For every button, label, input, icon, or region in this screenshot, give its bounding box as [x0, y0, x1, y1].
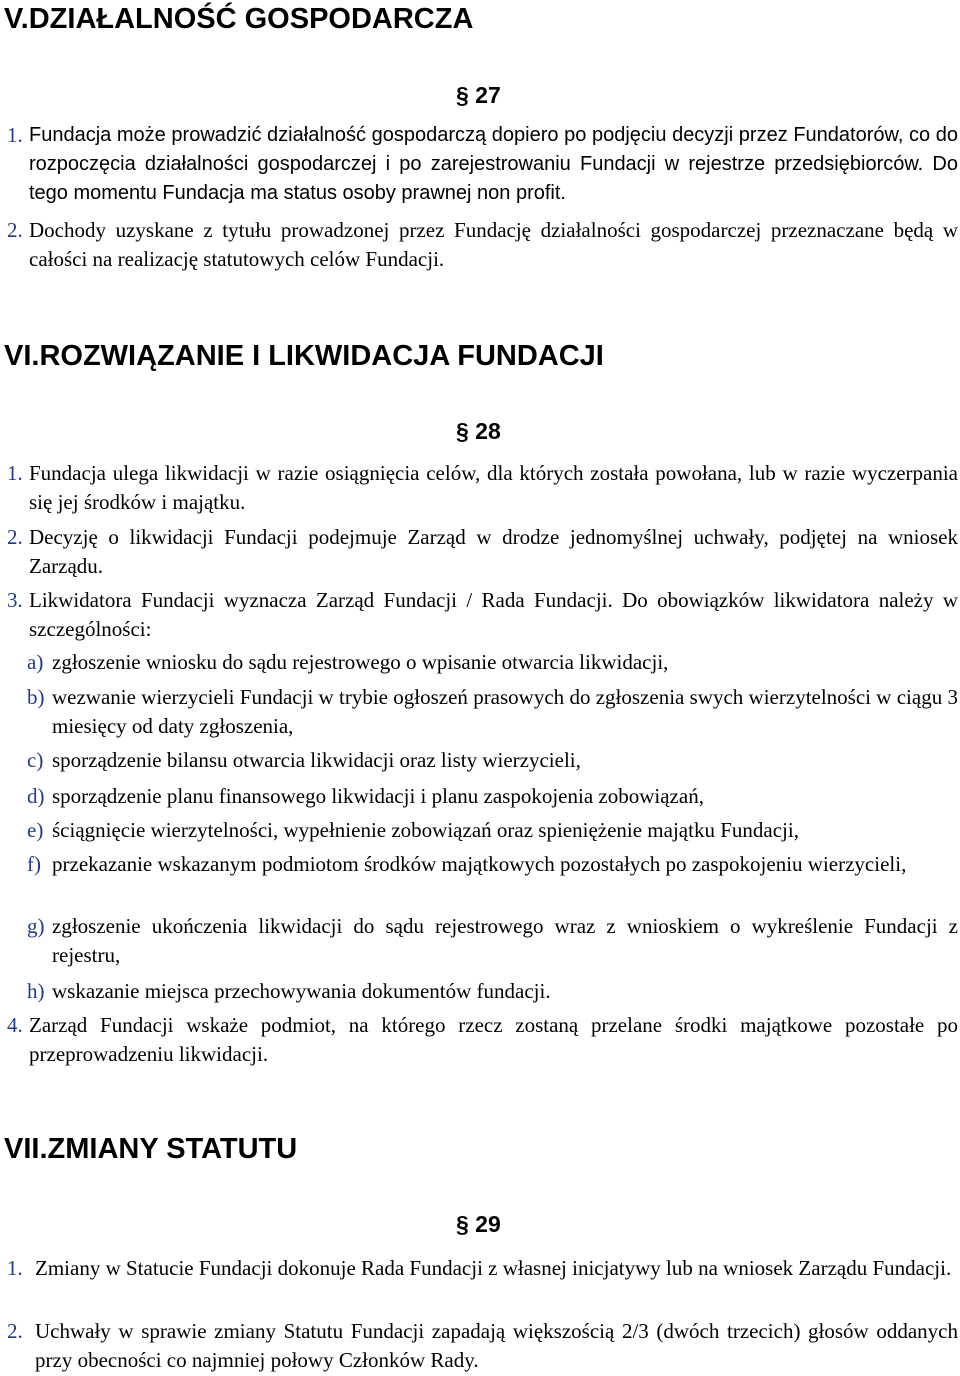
item-number: 3.	[7, 588, 23, 612]
subitem-text: przekazanie wskazanym podmiotom środków majątkowych pozostałych po zaspokojeniu wierzycieli,	[52, 852, 907, 876]
s28-subitem-g	[27, 912, 958, 970]
s29-item-1	[7, 1254, 958, 1283]
item-text: Decyzję o likwidacji Fundacji podejmuje Zarząd w drodze jednomyślnej uchwały, podjętej na wniosek Zarządu.	[29, 525, 958, 578]
s28-subitem-a	[27, 648, 958, 677]
subitem-letter: d)	[27, 784, 45, 808]
s28-subitem-e	[27, 816, 958, 845]
item-number: 1.	[7, 461, 23, 485]
paragraph-27-heading: § 27	[456, 82, 501, 108]
s28-subitem-d	[27, 782, 958, 811]
item-text: Dochody uzyskane z tytułu prowadzonej przez Fundację działalności gospodarczej przeznaczane będą w całości na realizację statutowych celów Fundacji.	[29, 218, 958, 271]
item-number: 1.	[7, 1256, 23, 1280]
subitem-text: sporządzenie planu finansowego likwidacji i planu zaspokojenia zobowiązań,	[52, 784, 704, 808]
subitem-letter: b)	[27, 685, 45, 709]
subitem-text: sporządzenie bilansu otwarcia likwidacji oraz listy wierzycieli,	[52, 748, 581, 772]
item-text: Uchwały w sprawie zmiany Statutu Fundacji zapadają większością 2/3 (dwóch trzecich) głosów oddanych przy obecności co najmniej połowy Członków Rady.	[35, 1319, 958, 1372]
subitem-text: zgłoszenie wniosku do sądu rejestrowego o wpisanie otwarcia likwidacji,	[52, 650, 669, 674]
subitem-text: zgłoszenie ukończenia likwidacji do sądu rejestrowego wraz z wnioskiem o wykreślenie Fundacji z rejestru,	[52, 914, 958, 967]
section-vi-title: VI.ROZWIĄZANIE I LIKWIDACJA FUNDACJI	[4, 340, 604, 372]
subitem-letter: a)	[27, 650, 44, 674]
s28-item-3	[7, 586, 958, 644]
section-v-title: V.DZIAŁALNOŚĆ GOSPODARCZA	[4, 3, 474, 35]
s28-item-4	[7, 1011, 958, 1069]
subitem-text: ściągnięcie wierzytelności, wypełnienie zobowiązań oraz spieniężenie majątku Fundacji,	[52, 818, 799, 842]
subitem-text: wezwanie wierzycieli Fundacji w trybie ogłoszeń prasowych do zgłoszenia swych wierzytelności w ciągu 3 miesięcy od daty zgłoszenia,	[52, 685, 958, 738]
item-number: 4.	[7, 1013, 23, 1037]
s28-item-1	[7, 459, 958, 517]
section-vii-title: VII.ZMIANY STATUTU	[4, 1133, 298, 1165]
subitem-letter: g)	[27, 914, 45, 938]
subitem-letter: e)	[27, 818, 44, 842]
item-text: Zarząd Fundacji wskaże podmiot, na którego rzecz zostaną przelane środki majątkowe pozostałe po przeprowadzeniu likwidacji.	[29, 1013, 958, 1066]
subitem-text: wskazanie miejsca przechowywania dokumentów fundacji.	[52, 979, 551, 1003]
item-number: 1.	[7, 123, 23, 147]
s28-subitem-h	[27, 977, 958, 1006]
s27-item-1	[7, 121, 958, 208]
item-number: 2.	[7, 525, 23, 549]
s28-subitem-f	[27, 850, 958, 879]
s28-item-2	[7, 523, 958, 581]
paragraph-28-heading: § 28	[456, 418, 501, 444]
s28-subitem-c	[27, 746, 958, 775]
item-number: 2.	[7, 218, 23, 242]
s29-item-2	[7, 1317, 958, 1375]
item-text: Likwidatora Fundacji wyznacza Zarząd Fundacji / Rada Fundacji. Do obowiązków likwidatora należy w szczególności:	[29, 588, 958, 641]
s28-subitem-b	[27, 683, 958, 741]
paragraph-29-heading: § 29	[456, 1211, 501, 1237]
s27-item-2	[7, 216, 958, 274]
item-number: 2.	[7, 1319, 23, 1343]
item-text: Fundacja może prowadzić działalność gospodarczą dopiero po podjęciu decyzji przez Fundatorów, co do rozpoczęcia działalności gospodarczej i po zarejestrowaniu Fundacji w rejestrze przedsiębiorców. Do tego momentu Fundacja ma status osoby prawnej non profit.	[29, 124, 958, 204]
subitem-letter: h)	[27, 979, 45, 1003]
item-text: Zmiany w Statucie Fundacji dokonuje Rada Fundacji z własnej inicjatywy lub na wniosek Zarządu Fundacji.	[35, 1256, 952, 1280]
item-text: Fundacja ulega likwidacji w razie osiągnięcia celów, dla których została powołana, lub w razie wyczerpania się jej środków i majątku.	[29, 461, 958, 514]
subitem-letter: f)	[27, 852, 41, 876]
subitem-letter: c)	[27, 748, 44, 772]
